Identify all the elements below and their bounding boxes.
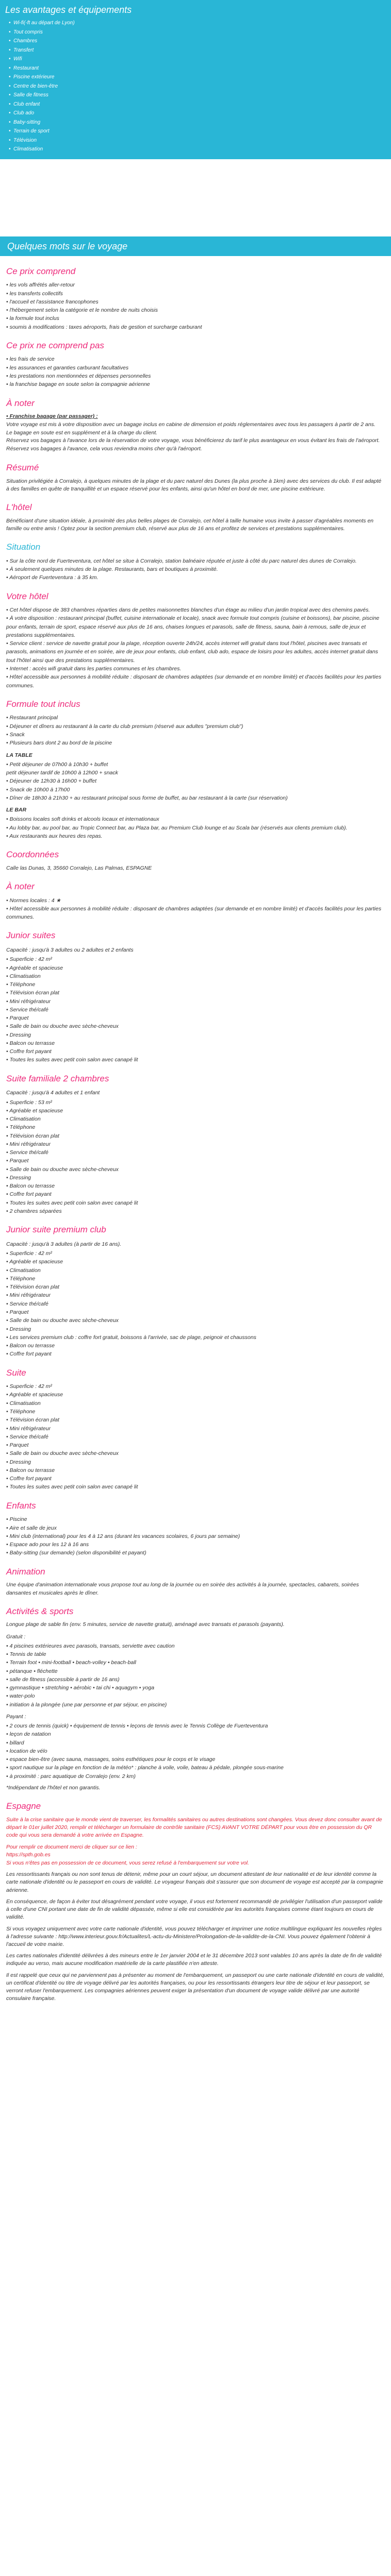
list-item: • Salle de bain ou douche avec sèche-cheveux (6, 1023, 119, 1030)
list-item: • Climatisation (6, 1400, 41, 1406)
list-item: • pétanque • fléchette (6, 1668, 58, 1674)
resume-title: Résumé (6, 462, 39, 472)
prix-compris-list (6, 281, 385, 331)
equipment-panel (0, 0, 391, 159)
hotel-title: L'hôtel (6, 502, 32, 512)
list-item: • Dressing (6, 1326, 31, 1332)
payant-list (6, 1722, 385, 1781)
list-item: • Les services premium club : coffre fort gratuit, boissons à l'arrivée, sac de plage, peignoir et chaussons (6, 1334, 256, 1341)
list-item: • leçon de natation (6, 1731, 51, 1738)
list-item: • la franchise bagage en soute selon la compagnie aérienne (6, 381, 150, 388)
list-item: • à proximité : parc aquatique de Corralejo (env. 2 km) (6, 1773, 136, 1780)
list-item: • Coffre fort payant (6, 1191, 52, 1198)
list-item: • gymnastique • stretching • aérobic • tai chi • aquagym • yoga (6, 1685, 155, 1691)
list-item: • Aéroport de Fuerteventura : à 35 km. (6, 574, 99, 581)
franchise-text-4: Réservez vos bagages à l'avance, cela vous reviendra moins cher qu'à l'aéroport. (6, 446, 202, 452)
list-item: • Toutes les suites avec petit coin salon avec canapé lit (6, 1199, 138, 1206)
list-item: • Parquet (6, 1309, 29, 1315)
list-item: • Balcon ou terrasse (6, 1183, 55, 1190)
list-item: • 4 piscines extérieures avec parasols, transats, serviette avec caution (6, 1642, 175, 1649)
equipment-item: • Centre de bien-être (13, 82, 386, 91)
espagne-red-4: Si vous n'êtes pas en possession de ce document, vous serez refusé à l'embarquement sur votre vol. (6, 1860, 249, 1867)
prix-compris-title: Ce prix comprend (6, 266, 76, 276)
list-item: • Espace ado pour les 12 à 16 ans (6, 1541, 89, 1548)
equipment-item: • Piscine extérieure (13, 73, 386, 82)
list-item: • Cet hôtel dispose de 383 chambres réparties dans de petites maisonnettes blanches d'un étage au milieu d'un jardin tropical avec des chemins pavés. (6, 607, 370, 614)
list-item: • Snack de 10h00 à 17h00 (6, 786, 70, 793)
list-item: • Baby-sitting (sur demande) (selon disponibilité et payant) (6, 1550, 146, 1556)
list-item: • la formule tout inclus (6, 315, 59, 322)
equipment-item: • Transfert (13, 46, 386, 55)
list-item: • Normes locales : 4 ★ (6, 897, 61, 904)
list-item: • les frais de service (6, 356, 55, 363)
list-item: • Coffre fort payant (6, 1048, 52, 1055)
room-features (6, 1098, 385, 1216)
list-item: • Agréable et spacieuse (6, 1392, 63, 1398)
list-item: • les vols affrétés aller-retour (6, 282, 75, 289)
anoter2-title: À noter (6, 881, 35, 891)
list-item: • Télévision écran plat (6, 1284, 59, 1291)
espagne-p5: Il est rappelé que ceux qui ne parviennent pas à présenter au moment de l'embarquement, un passeport ou une carte nationale d'identité en cours de validité, un certificat d'identité ou titre de voyage délivré par les autorités françaises, ou pour les ressortissants étrangers leur titre de séjour et leur passeport, se verront refuser l'embarquement. Les compagnies aériennes peuvent exiger la présentation d'un document de voyage valide délivré par une autorité consulaire française. (6, 1972, 385, 2002)
list-item: • Snack (6, 731, 25, 738)
list-item: • Balcon ou terrasse (6, 1343, 55, 1349)
hotel-text: Bénéficiant d'une situation idéale, à proximité des plus belles plages de Corralejo, cet hôtel à taille humaine vous invite à passer d'agréables moments en famille ou entre amis ! Optez pour la section premium club, réservé aux plus de 16 ans et profitez de services et prestations supplémentaires. (6, 517, 374, 532)
list-item: • Toutes les suites avec petit coin salon avec canapé lit (6, 1484, 138, 1490)
activites-intro: Longue plage de sable fin (env. 5 minutes, service de navette gratuit), aménagé avec transats et parasols (payants). (6, 1621, 285, 1628)
payant-label: Payant : (6, 1713, 26, 1720)
list-item: • espace bien-être (avec sauna, massages, soins esthétiques pour le corps et le visage (6, 1756, 216, 1763)
equipment-item: • Chambres (13, 37, 386, 46)
espagne-p1: Les ressortissants français ou non sont tenus de détenir, même pour un court séjour, un document attestant de leur nationalité et de leur identité comme la carte nationale d'identité ou le passeport en cours de validité. Le voyageur français doit s'assurer que son document de voyage est accepté par la compagnie aérienne. (6, 1871, 383, 1893)
equipment-item: • Wi-fi(-ft au départ de Lyon) (13, 19, 386, 28)
equipment-item: • Wifi (13, 55, 386, 64)
formule-title: Formule tout inclus (6, 699, 80, 709)
list-item: • Salle de bain ou douche avec sèche-cheveux (6, 1166, 119, 1173)
list-item: • initiation à la plongée (une par personne et par séjour, en piscine) (6, 1701, 167, 1708)
list-item: • les prestations non mentionnées et dépenses personnelles (6, 373, 151, 379)
list-item: • Service thé/café (6, 1149, 48, 1156)
list-item: • Parquet (6, 1442, 29, 1449)
list-item: • Déjeuner et dîners au restaurant à la carte du club premium (réservé aux adultes "premium club") (6, 723, 243, 730)
equipment-item: • Climatisation (13, 145, 386, 154)
list-item: • Dressing (6, 1174, 31, 1181)
list-item: • Coffre fort payant (6, 1476, 52, 1482)
gratuit-label: Gratuit : (6, 1633, 26, 1640)
list-item: • Aux restaurants aux heures des repas. (6, 833, 103, 839)
list-item: • À seulement quelques minutes de la plage. Restaurants, bars et boutiques à proximité. (6, 566, 218, 572)
list-item: • Téléphone (6, 981, 36, 988)
resume-text: Situation privilégiée à Corralejo, à quelques minutes de la plage et du parc naturel des Dunes (la plus proche à 1km) avec des services du club. Il est adapté à des familles en quête de tranquillité et un espace réservé pour les enfants, ainsi qu'un hôtel en bord de mer, une piscine extérieure. (6, 478, 382, 492)
coord-title: Coordonnées (6, 850, 59, 860)
equipment-item: • Club ado (13, 109, 386, 118)
list-item: • Terrain foot • mini-football • beach-volley • beach-ball (6, 1659, 136, 1666)
situation-title: Situation (6, 542, 41, 552)
list-item: • Téléphone (6, 1275, 36, 1282)
voyage-header (0, 236, 391, 256)
list-item: • Balcon ou terrasse (6, 1040, 55, 1046)
list-item: • Dressing (6, 1459, 31, 1465)
votre-hotel-title: Votre hôtel (6, 591, 48, 601)
room-capacity: Capacité : jusqu'à 3 adultes (à partir de 16 ans). (6, 1241, 122, 1247)
list-item: • Déjeuner de 12h30 à 16h00 + buffet (6, 778, 97, 785)
list-item: • Mini réfrigérateur (6, 1425, 51, 1432)
room-title: Junior suites (6, 930, 56, 941)
espagne-p4: Les cartes nationales d'identité délivrées à des mineurs entre le 1er janvier 2004 et le 31 décembre 2013 sont valables 10 ans après la date de fin de validité indiquée au verso, mais aucune modification matérielle de la carte plastifiée n'en atteste. (6, 1953, 382, 1967)
anoter2-list (6, 896, 385, 922)
room-features (6, 955, 385, 1064)
list-item: • location de vélo (6, 1748, 47, 1754)
list-item: • Toutes les suites avec petit coin salon avec canapé lit (6, 1057, 138, 1063)
list-item: • Superficie : 42 m² (6, 1250, 52, 1257)
main-content (0, 256, 391, 2012)
list-item: • Sur la côte nord de Fuerteventura, cet hôtel se situe à Corralejo, station balnéaire réputée et juste à côté du parc naturel des dunes de Corralejo. (6, 557, 357, 564)
prix-noncompris-title: Ce prix ne comprend pas (6, 340, 104, 350)
espagne-p2: En conséquence, de façon à éviter tout désagrément pendant votre voyage, il vous est fortement recommandé de privilégier l'utilisation d'un passeport valide à celle d'une CNI portant une date de fin de validité dépassée, même si elle est considérée par les autorités françaises comme étant toujours en cours de validité. (6, 1898, 383, 1921)
list-item: • Superficie : 53 m² (6, 1099, 52, 1106)
list-item: • 2 chambres séparées (6, 1208, 62, 1214)
prix-noncompris-list (6, 355, 385, 388)
room-capacity: Capacité : jusqu'à 4 adultes et 1 enfant (6, 1090, 100, 1096)
list-item: • water-polo (6, 1693, 35, 1700)
list-item: • Téléphone (6, 1124, 36, 1131)
list-item: • Téléphone (6, 1409, 36, 1415)
list-item: • Parquet (6, 1158, 29, 1164)
list-item: • Télévision écran plat (6, 1132, 59, 1139)
enfants-title: Enfants (6, 1500, 36, 1511)
table-list (6, 760, 385, 802)
room-title: Junior suite premium club (6, 1225, 106, 1235)
list-item: • Climatisation (6, 973, 41, 979)
rooms-section (6, 929, 385, 1491)
list-item: • Service thé/café (6, 1433, 48, 1440)
list-item: • À votre disposition : restaurant principal (buffet, cuisine internationale et locale), snack avec formule tout compris (cuisine et boissons), bar piscine, piscine pour enfants, terrain de sport, espace réservé aux plus de 16 ans, chaises longues et parasols, salle de fitness, sauna, bain à remous, salle de jeux et prestations supplémentaires. (6, 615, 380, 638)
list-item: • les transferts collectifs (6, 290, 63, 297)
list-item: • Mini club (international) pour les 4 à 12 ans (durant les vacances scolaires, 6 jours par semaine) (6, 1533, 240, 1539)
spacer (0, 159, 391, 236)
room-title: Suite (6, 1367, 26, 1378)
list-item: • Piscine (6, 1516, 27, 1523)
list-item: • Internet : accès wifi gratuit dans les parties communes et les chambres. (6, 666, 182, 672)
equipment-item: • Club enfant (13, 100, 386, 109)
list-item: • Superficie : 42 m² (6, 956, 52, 963)
equipment-list (0, 19, 391, 159)
franchise-text-1: Votre voyage est mis à votre disposition avec un bagage inclus en cabine de dimension et poids réglementaires avec tous les passagers à partir de 2 ans. (6, 421, 376, 428)
list-item: • Service thé/café (6, 1300, 48, 1307)
list-item: • Hôtel accessible aux personnes à mobilité réduite : disposant de chambres adaptées (sur demande et en nombre limité) et d'accès facilités pour les parties communes. (6, 905, 382, 921)
list-item: • l'accueil et l'assistance francophones (6, 298, 99, 305)
list-item: • sport nautique sur la plage en fonction de la météo* : planche à voile, voile, bateau à pédale, plongée sous-marine (6, 1765, 284, 1771)
list-item: • billard (6, 1739, 24, 1746)
list-item: • salle de fitness (accessible à partir de 16 ans) (6, 1676, 120, 1683)
list-item: • les assurances et garanties carburant facultatives (6, 364, 129, 371)
list-item: • Dîner de 18h30 à 21h30 + au restaurant principal sous forme de buffet, au bar restaurant à la carte (sur réservation) (6, 794, 288, 801)
list-item: • 2 cours de tennis (quick) • équipement de tennis • leçons de tennis avec le Tennis Collège de Fuerteventura (6, 1723, 268, 1730)
animation-title: Animation (6, 1566, 45, 1577)
espagne-link[interactable]: https://spth.gob.es (6, 1852, 51, 1858)
list-item: • Salle de bain ou douche avec sèche-cheveux (6, 1450, 119, 1457)
situation-list (6, 557, 385, 582)
room-capacity: Capacité : jusqu'à 3 adultes ou 2 adultes et 2 enfants (6, 947, 134, 954)
list-item: • Service thé/café (6, 1006, 48, 1013)
list-item: • Télévision écran plat (6, 990, 59, 996)
coord-text: Calle las Dunas, 3, 35660 Corralejo, Las Palmas, ESPAGNE (6, 865, 152, 871)
list-item: • Agréable et spacieuse (6, 1107, 63, 1114)
enfants-list (6, 1515, 385, 1557)
list-item: • Mini réfrigérateur (6, 998, 51, 1005)
list-item: • l'hébergement selon la catégorie et le nombre de nuits choisis (6, 307, 158, 314)
list-item: • Aire et salle de jeux (6, 1524, 57, 1531)
list-item: • Climatisation (6, 1116, 41, 1123)
equipment-item: • Télévision (13, 136, 386, 145)
list-item: • Au lobby bar, au pool bar, au Tropic Connect bar, au Plaza bar, au Premium Club lounge et au Scala bar (réservés aux clients premium club). (6, 824, 348, 831)
votre-hotel-list (6, 606, 385, 690)
equipment-item: • Salle de fitness (13, 91, 386, 100)
list-item: • Restaurant principal (6, 715, 58, 721)
list-item: • Agréable et spacieuse (6, 1259, 63, 1265)
voyage-title: Quelques mots sur le voyage (7, 241, 128, 251)
list-item: • Mini réfrigérateur (6, 1292, 51, 1299)
list-item: • Mini réfrigérateur (6, 1141, 51, 1147)
franchise-text-3: Réservez vos bagages à l'avance lors de la réservation de votre voyage, vous bénéficierez du tarif le plus avantageux en vous évitant les frais de l'aéroport. (6, 437, 380, 444)
list-item: • Petit déjeuner de 07h00 à 10h30 + buffet (6, 761, 108, 768)
animation-text: Une équipe d'animation internationale vous propose tout au long de la journée ou en soirée des activités à la journée, spectacles, cabarets, soirées dansantes et musicales après le dîner. (6, 1582, 359, 1596)
room-title: Suite familiale 2 chambres (6, 1073, 109, 1083)
bar-label: LE BAR (6, 807, 27, 814)
equipment-item: • Restaurant (13, 64, 386, 73)
list-item: • Tennis de table (6, 1651, 46, 1658)
list-item: • Dressing (6, 1031, 31, 1038)
list-item: • Agréable et spacieuse (6, 964, 63, 971)
espagne-title: Espagne (6, 1801, 41, 1811)
anoter-title: À noter (6, 398, 35, 408)
gratuit-list (6, 1642, 385, 1709)
franchise-text-2: Le bagage en soute est en supplément et à la charge du client. (6, 429, 158, 436)
list-item: • Hôtel accessible aux personnes à mobilité réduite : disposant de chambres adaptées (sur demande et en nombre limité) et d'accès facilités pour les parties communes. (6, 674, 382, 689)
list-item: • Boissons locales soft drinks et alcools locaux et internationaux (6, 816, 159, 823)
room-features (6, 1382, 385, 1491)
list-item: • soumis à modifications : taxes aéroports, frais de gestion et surcharge carburant (6, 324, 202, 330)
activites-title: Activités & sports (6, 1606, 74, 1616)
equipment-item: • Baby-sitting (13, 118, 386, 127)
table-label: LA TABLE (6, 752, 32, 758)
equipment-item: • Terrain de sport (13, 127, 386, 136)
espagne-red-2: Pour remplir ce document merci de cliquer sur ce lien : (6, 1843, 137, 1850)
list-item: • Parquet (6, 1015, 29, 1022)
list-item: • Climatisation (6, 1267, 41, 1274)
espagne-red-1: Suite à la crise sanitaire que le monde vient de traverser, les formalités sanitaires ou autres destinations sont changées. Vous devez donc consulter avant de départ le 01er juillet 2020, remplir et télécharger un formulaire de contrôle sanitaire (FCS) AVANT VOTRE DÉPART pour vous être en possession du QR code qui vous sera demandé à votre arrivée en Espagne. (6, 1816, 382, 1839)
formule-list (6, 714, 385, 747)
equipment-title: Les avantages et équipements (5, 5, 132, 15)
list-item: • Plusieurs bars dont 2 au bord de la piscine (6, 740, 112, 747)
franchise-label: • Franchise bagage (par passager) : (6, 413, 98, 420)
room-features (6, 1249, 385, 1358)
bar-list (6, 815, 385, 840)
espagne-p3: Si vous voyagez uniquement avec votre carte nationale d'identité, vous pouvez télécharger et imprimer une notice multilingue expliquant les nouvelles règles à l'adresse suivante : http://www.interieur.gouv.fr/Actualites/L-actu-du-Ministere/Prolongation-de-la-validite-de-la-CNI. Vous pouvez également l'obtenir à l'accueil de votre mairie. (6, 1925, 382, 1947)
list-item: • Coffre fort payant (6, 1351, 52, 1358)
list-item: • Service client : service de navette gratuit pour la plage, réception ouverte 24h/24, accès internet wifi gratuit dans tout l'hôtel, piscines avec transats et parasols, animations en journée et en soirée, aire de jeux pour enfants, club enfant, club ado, espace de loisirs pour les adultes, accès internet gratuit dans tout l'hôtel ainsi que des prestations supplémentaires. (6, 640, 378, 664)
list-item: • Superficie : 42 m² (6, 1383, 52, 1390)
equipment-item: • Tout compris (13, 28, 386, 37)
list-item: • Salle de bain ou douche avec sèche-cheveux (6, 1317, 119, 1324)
list-item: • Télévision écran plat (6, 1417, 59, 1423)
list-item: • Balcon ou terrasse (6, 1467, 55, 1473)
list-item: petit déjeuner tardif de 10h00 à 12h00 + snack (6, 770, 118, 776)
activites-note: *Indépendant de l'hôtel et non garantis. (6, 1785, 101, 1791)
